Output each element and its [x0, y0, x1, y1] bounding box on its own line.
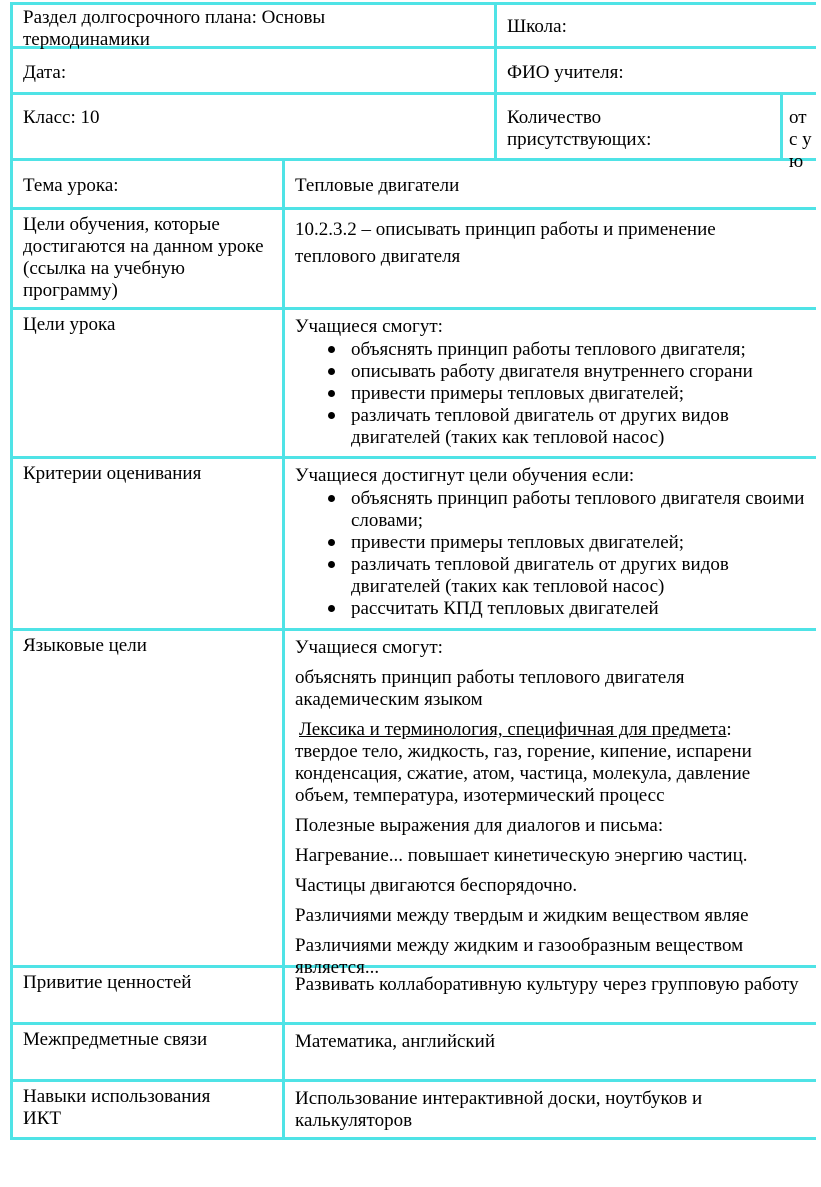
lesson-goals-list — [295, 339, 808, 449]
teacher-label: ФИО учителя: — [507, 62, 624, 83]
phrases-heading: Полезные выражения для диалогов и письма: — [295, 815, 664, 836]
phrase-item: Различиями между твердым и жидким веществом являе — [295, 905, 749, 926]
lesson-goals-value-cell — [285, 310, 816, 456]
vocab-line: конденсация, сжатие, атом, частица, молекула, давление — [295, 763, 751, 784]
vocab-colon: : — [726, 719, 732, 740]
values-value-cell — [285, 968, 816, 1022]
present-label: Количество присутствующих: — [507, 107, 652, 150]
criteria-item: объяснять принцип работы теплового двигателя своими словами; — [295, 488, 821, 532]
values-label-cell — [13, 968, 282, 1022]
language-explain: объяснять принцип работы теплового двигателя академическим языком — [295, 667, 685, 710]
lesson-goal-item: описывать работу двигателя внутреннего сгорани — [295, 361, 808, 383]
ict-label-cell — [13, 1082, 282, 1137]
language-intro: Учащиеся смогут: — [295, 637, 443, 658]
cross-subject-value: Математика, английский — [295, 1031, 496, 1052]
learning-goals-value-cell — [285, 210, 816, 307]
values-value: Развивать коллаборативную культуру через групповую работу — [295, 974, 799, 995]
border-line — [10, 1137, 816, 1140]
topic-label: Тема урока: — [23, 175, 119, 196]
learning-goals-label: Цели обучения, которые достигаются на данном уроке (ссылка на учебную программу) — [23, 214, 264, 301]
phrase-item: Частицы двигаются беспорядочно. — [295, 875, 578, 896]
absent-cell — [783, 95, 816, 172]
lesson-goal-item: привести примеры тепловых двигателей; — [295, 383, 808, 405]
criteria-intro: Учащиеся достигнут цели обучения если: — [295, 465, 635, 486]
criteria-label: Критерии оценивания — [23, 463, 202, 484]
vocab-heading: Лексика и терминология, специфичная для предмета — [299, 719, 727, 740]
ict-label: Навыки использования ИКТ — [23, 1086, 211, 1129]
school-cell — [497, 5, 816, 46]
vocab-heading-line — [295, 719, 808, 741]
criteria-value-cell — [285, 459, 816, 628]
teacher-cell — [497, 49, 816, 92]
language-goals-label: Языковые цели — [23, 635, 147, 656]
phrase-item: Различиями между жидким и газообразным веществом является... — [295, 935, 744, 978]
language-goals-label-cell — [13, 631, 282, 965]
topic-value: Тепловые двигатели — [295, 175, 460, 196]
language-goals-value-cell — [285, 631, 816, 978]
class-cell — [13, 95, 494, 158]
school-label: Школа: — [507, 16, 567, 37]
present-cell — [497, 95, 780, 158]
section-cell — [13, 5, 494, 50]
cross-subject-value-cell — [285, 1025, 816, 1079]
learning-goals-value: 10.2.3.2 – описывать принцип работы и применение теплового двигателя — [295, 219, 716, 267]
criteria-item: различать тепловой двигатель от других видов двигателей (таких как тепловой насос) — [295, 554, 801, 598]
absent-label: отс ую — [789, 107, 812, 172]
lesson-goals-intro: Учащиеся смогут: — [295, 316, 443, 337]
cross-subject-label-cell — [13, 1025, 282, 1079]
lesson-goal-item: объяснять принцип работы теплового двигателя; — [295, 339, 808, 361]
date-cell — [13, 49, 494, 92]
ict-value: Использование интерактивной доски, ноутбуков и калькуляторов — [295, 1088, 703, 1131]
section-label: Раздел долгосрочного плана: Основы термодинамики — [23, 7, 326, 50]
criteria-list — [295, 488, 808, 620]
phrase-item: Нагревание... повышает кинетическую энергию частиц. — [295, 845, 748, 866]
lesson-goals-label-cell — [13, 310, 282, 456]
criteria-item: привести примеры тепловых двигателей; — [295, 532, 808, 554]
topic-label-cell — [13, 161, 282, 207]
criteria-label-cell — [13, 459, 282, 628]
learning-goals-label-cell — [13, 210, 282, 307]
topic-value-cell — [285, 161, 816, 207]
vocab-line: объем, температура, изотермический процесс — [295, 785, 665, 806]
date-label: Дата: — [23, 62, 67, 83]
lesson-goals-label: Цели урока — [23, 314, 116, 335]
criteria-item: рассчитать КПД тепловых двигателей — [295, 598, 808, 620]
lesson-goal-item: различать тепловой двигатель от других видов двигателей (таких как тепловой насос) — [295, 405, 801, 449]
class-label: Класс: 10 — [23, 107, 100, 128]
cross-subject-label: Межпредметные связи — [23, 1029, 208, 1050]
vocab-line: твердое тело, жидкость, газ, горение, кипение, испарени — [295, 741, 752, 762]
values-label: Привитие ценностей — [23, 972, 192, 993]
ict-value-cell — [285, 1082, 816, 1137]
